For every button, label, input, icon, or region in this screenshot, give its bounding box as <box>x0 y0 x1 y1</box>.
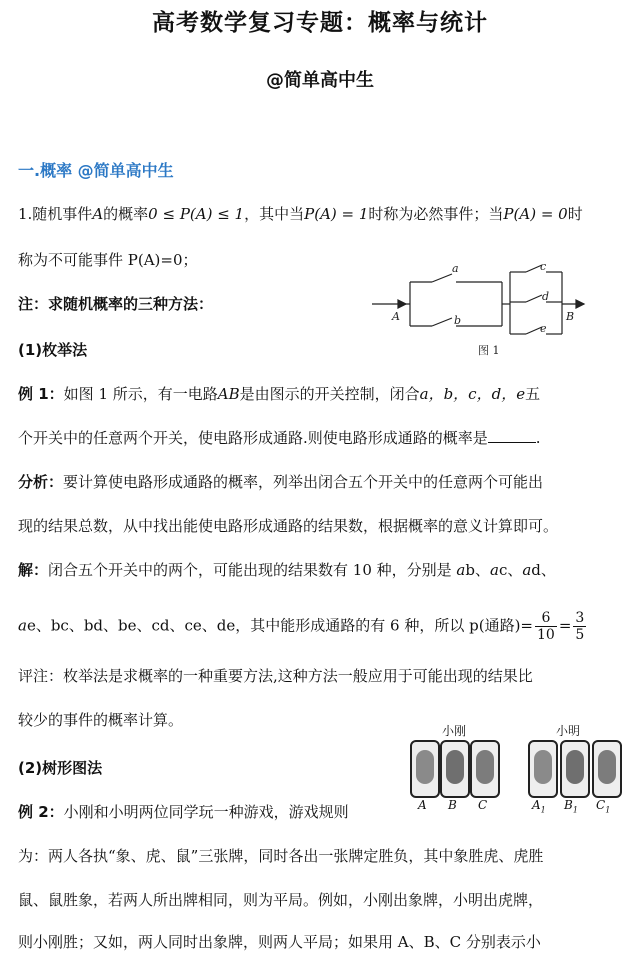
method-2-heading: (2)树形图法 <box>18 759 103 777</box>
card-label: A <box>418 798 427 812</box>
answer-blank <box>488 428 536 443</box>
example-2-line-4: 则小刚胜；又如，两人同时出象牌，则两人平局；如果用 A、B、C 分别表示小 <box>18 933 541 951</box>
analysis-line-1: 分析：要计算使电路形成通路的概率，列举出闭合五个开关中的任意两个可能出 <box>18 473 544 491</box>
svg-text:A: A <box>392 310 400 323</box>
card-elephant-a <box>410 740 440 798</box>
paragraph-1: 1.随机事件A的概率0 ≤ P(A) ≤ 1，其中当P(A) = 1时称为必然事件；当P(A) = 0时 <box>18 205 583 223</box>
method-1-heading: (1)枚举法 <box>18 341 88 359</box>
card-rat-b <box>592 740 622 798</box>
solution-line-2: ae、bc、bd、be、cd、ce、de，其中能形成通路的有 6 种，所以 p(通路)= $\frac{6}{10}$ = $\frac{3}{5}$ <box>18 610 585 643</box>
card-tiger-b <box>560 740 590 798</box>
page-subtitle: @简单高中生 <box>266 70 374 91</box>
circuit-diagram <box>370 262 600 362</box>
section-heading: 一.概率 @简单高中生 <box>18 161 174 180</box>
example-2-line-1: 例 2：小刚和小明两位同学玩一种游戏，游戏规则 <box>18 803 349 821</box>
example-1-line-2: 个开关中的任意两个开关，使电路形成通路.则使电路形成通路的概率是 . <box>18 429 541 447</box>
xiaoming-label: 小明 <box>556 724 581 738</box>
fraction-3-5: $\frac{3}{5}$ <box>575 610 585 643</box>
comment-line-1: 评注：枚举法是求概率的一种重要方法,这种方法一般应用于可能出现的结果比 <box>18 667 533 685</box>
example-2-line-3: 鼠、鼠胜象，若两人所出牌相同，则为平局。例如，小刚出象牌，小明出虎牌， <box>18 891 544 909</box>
svg-text:d: d <box>542 290 550 303</box>
card-rat-a <box>470 740 500 798</box>
card-label: $A_1$ <box>532 798 546 815</box>
example-1-line-1: 例 1：如图 1 所示，有一电路AB是由图示的开关控制，闭合a，b，c，d，e五 <box>18 385 541 403</box>
card-label: C <box>478 798 488 812</box>
example-2-line-2: 为：两人各执“象、虎、鼠”三张牌，同时各出一张牌定胜负，其中象胜虎、虎胜 <box>18 847 544 865</box>
svg-text:b: b <box>454 314 462 327</box>
cards-illustration <box>408 722 628 814</box>
card-label: B <box>448 798 457 812</box>
page-title: 高考数学复习专题：概率与统计 <box>152 10 488 36</box>
svg-text:e: e <box>540 322 547 335</box>
card-label: $B_1$ <box>564 798 578 815</box>
xiaogang-label: 小刚 <box>442 724 467 738</box>
paragraph-1-cont: 称为不可能事件 P(A)=0； <box>18 251 198 269</box>
svg-text:B: B <box>566 310 575 323</box>
svg-text:c: c <box>540 262 547 273</box>
solution-line-1: 解：闭合五个开关中的两个，可能出现的结果数有 10 种，分别是 ab、ac、ad、 <box>18 561 556 579</box>
fraction-6-10: $\frac{6}{10}$ <box>537 610 555 643</box>
card-elephant-b <box>528 740 558 798</box>
note-heading: 注：求随机概率的三种方法： <box>18 295 214 313</box>
svg-text:a: a <box>452 262 459 275</box>
comment-line-2: 较少的事件的概率计算。 <box>18 711 184 729</box>
card-label: $C_1$ <box>596 798 611 815</box>
analysis-line-2: 现的结果总数，从中找出能使电路形成通路的结果数，根据概率的意义计算即可。 <box>18 517 559 535</box>
svg-text:图 1: 图 1 <box>478 344 500 357</box>
card-tiger-a <box>440 740 470 798</box>
